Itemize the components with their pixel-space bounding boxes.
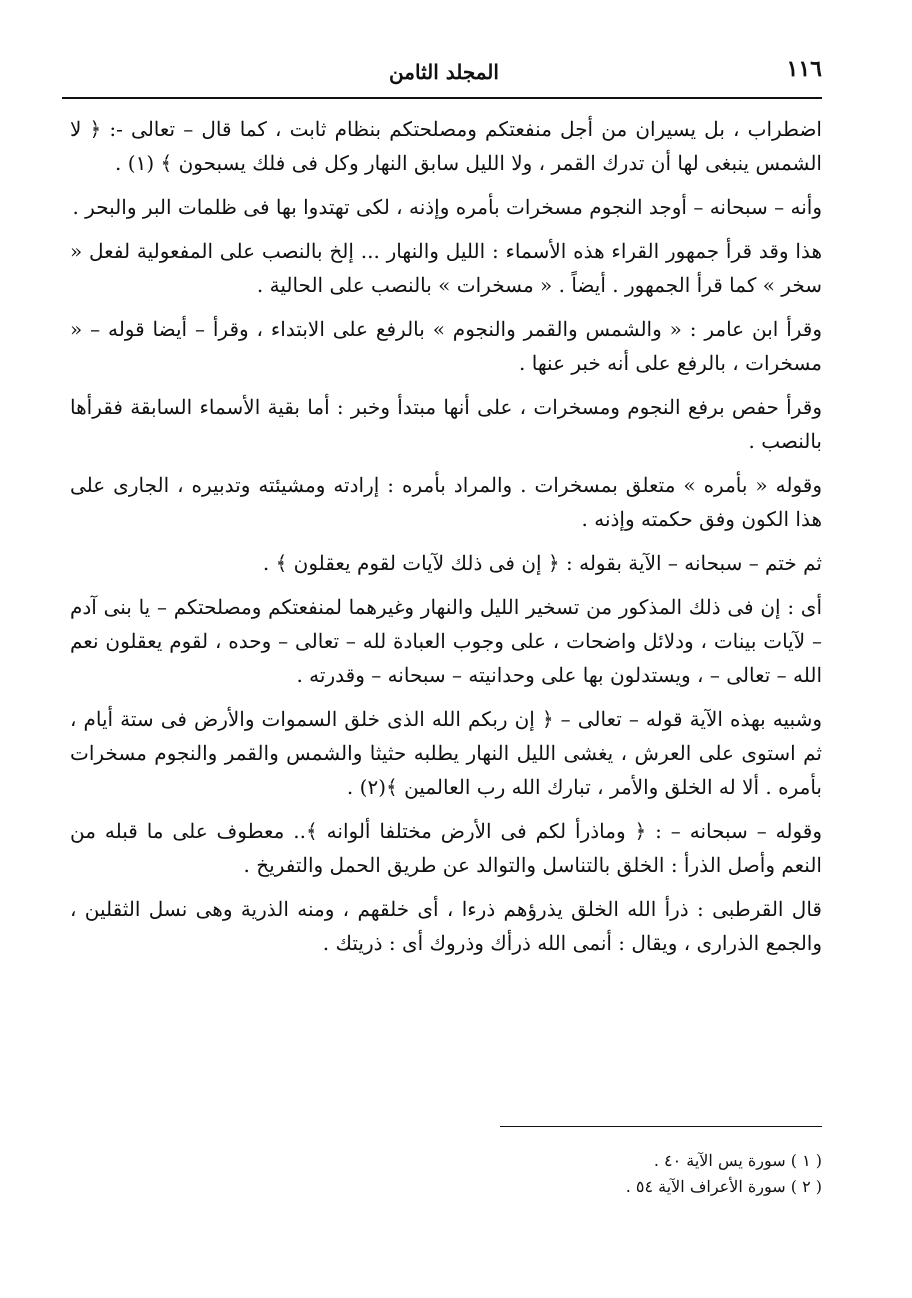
footnote: ( ٢ ) سورة الأعراف الآية ٥٤ . (625, 1177, 822, 1196)
paragraph: وقوله « بأمره » متعلق بمسخرات . والمراد بأمره : إرادته ومشيئته وتدبيره ، الجارى على هذا الكون وفق حكمته وإذنه . (70, 473, 822, 531)
paragraph: ثم ختم – سبحانه – الآية بقوله : ﴿ إن فى ذلك لآيات لقوم يعقلون ﴾ . (262, 551, 822, 575)
page-number: ١١٦ (786, 56, 822, 82)
paragraph: قال القرطبى : ذرأ الله الخلق يذرؤهم ذرءا ، أى خلقهم ، ومنه الذرية وهى نسل الثقلين ، والجمع الذرارى ، ويقال : أنمى الله ذرأك وذروك أى : ذريتك . (70, 897, 822, 955)
paragraph: وقوله – سبحانه – : ﴿ وماذرأ لكم فى الأرض مختلفا ألوانه ﴾.. معطوف على ما قبله من النعم وأصل الذرأ : الخلق بالتناسل والتوالد عن طريق الحمل والتفريخ . (70, 819, 822, 877)
paragraph: وأنه – سبحانه – أوجد النجوم مسخرات بأمره وإذنه ، لكى تهتدوا بها فى ظلمات البر والبحر . (72, 195, 822, 219)
footnote-rule (500, 1126, 822, 1127)
header-rule (62, 97, 822, 99)
footnotes (500, 1148, 822, 1200)
paragraph: اضطراب ، بل يسيران من أجل منفعتكم ومصلحتكم بنظام ثابت ، كما قال – تعالى -: ﴿ لا الشمس ينبغى لها أن تدرك القمر ، ولا الليل سابق النهار وكل فى فلك يسبحون ﴾ (١) . (70, 117, 822, 175)
paragraph: أى : إن فى ذلك المذكور من تسخير الليل والنهار وغيرهما لمنفعتكم ومصلحتكم – يا بنى آدم – لآيات بينات ، ودلائل واضحات ، على وجوب العبادة لله – تعالى – وحده ، لقوم يعقلون نعم الله – تعالى – ، ويستدلون بها على وحدانيته – سبحانه – وقدرته . (70, 595, 822, 687)
paragraph: وقرأ حفص برفع النجوم ومسخرات ، على أنها مبتدأ وخبر : أما بقية الأسماء السابقة فقرأها بالنصب . (70, 395, 822, 453)
paragraph: وقرأ ابن عامر : « والشمس والقمر والنجوم » بالرفع على الابتداء ، وقرأ – أيضا قوله – « مسخرات ، بالرفع على أنه خبر عنها . (70, 317, 822, 375)
body-text (70, 112, 822, 970)
volume-title: المجلد الثامن (389, 60, 499, 84)
paragraph: وشبيه بهذه الآية قوله – تعالى – ﴿ إن ربكم الله الذى خلق السموات والأرض فى ستة أيام ، ثم استوى على العرش ، يغشى الليل النهار يطلبه حثيثا والشمس والقمر والنجوم مسخرات بأمره . ألا له الخلق والأمر ، تبارك الله رب العالمين ﴾(٢) . (70, 707, 823, 799)
paragraph: هذا وقد قرأ جمهور القراء هذه الأسماء : الليل والنهار ... إلخ بالنصب على المفعولية لفعل « سخر » كما قرأ الجمهور . أيضاً . « مسخرات » بالنصب على الحالية . (70, 239, 822, 297)
footnote: ( ١ ) سورة يس الآية ٤٠ . (653, 1151, 822, 1170)
page-header (66, 56, 822, 90)
